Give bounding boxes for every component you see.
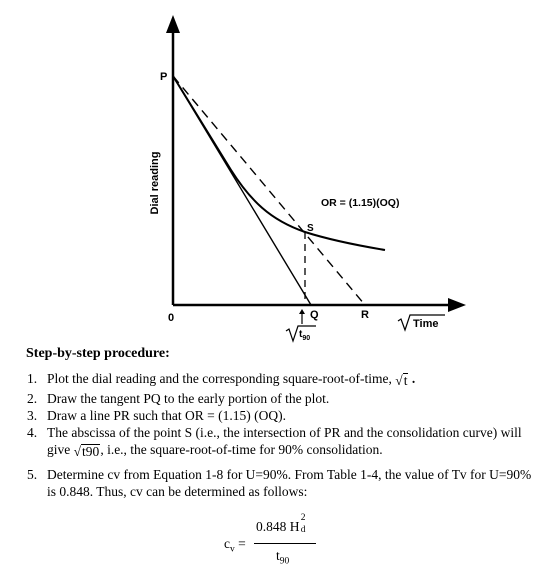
fraction-bar <box>254 543 316 544</box>
step-text: Draw the tangent PQ to the early portion of the plot. <box>47 391 330 406</box>
point-s-label: S <box>307 223 314 234</box>
formula-lhs: $c_v$ = <box>224 536 246 555</box>
step-text-after: . <box>408 371 416 386</box>
t90-label: $t_{90}$ <box>299 329 311 342</box>
step-number: 4. <box>27 425 38 440</box>
step-text: Plot the dial reading and the corresponding square-root-of-time, <box>47 371 392 386</box>
line-pr <box>173 76 365 305</box>
x-axis-arrow <box>448 298 466 312</box>
point-r-label: R <box>361 309 369 321</box>
step-3 <box>27 407 543 424</box>
sqrt-t90-symbol: √t90 <box>73 444 100 459</box>
t90-arrow-head <box>299 309 305 314</box>
procedure-steps <box>27 370 543 500</box>
y-axis-label: Dial reading <box>149 151 161 215</box>
origin-label: 0 <box>168 312 175 324</box>
step-5 <box>27 466 543 500</box>
cv-formula <box>224 513 334 567</box>
consolidation-curve <box>173 76 385 250</box>
x-axis-label: Time <box>413 318 439 330</box>
step-text: The abscissa of the point S (i.e., the intersection of PR and the consolidation curve) will give <box>47 425 522 457</box>
sqrt-t-symbol: √t <box>395 373 408 388</box>
step-number: 2. <box>27 391 38 406</box>
point-p-label: P <box>160 71 168 83</box>
y-axis-arrow <box>166 15 180 33</box>
step-text: Draw a line PR such that OR = (1.15) (OQ). <box>47 408 286 423</box>
step-number: 3. <box>27 408 38 423</box>
step-number: 1. <box>27 371 38 386</box>
relation-label: OR = (1.15)(OQ) <box>321 197 400 209</box>
step-text: Determine cv from Equation 1-8 for U=90%. From Table 1-4, the value of Tv for U=90% is 0.848. Thus, cv can be determined as follows: <box>47 467 532 499</box>
step-1 <box>27 370 543 389</box>
point-q-label: Q <box>310 309 319 321</box>
step-number: 5. <box>27 467 38 482</box>
procedure-heading: Step-by-step procedure: <box>26 346 170 361</box>
formula-numerator: 0.848 H 2 d <box>256 513 306 535</box>
formula-denominator: $t_{90}$ <box>276 548 290 567</box>
step-text-after: , i.e., the square-root-of-time for 90% consolidation. <box>100 442 383 457</box>
step-2 <box>27 390 543 407</box>
step-4 <box>27 424 543 460</box>
